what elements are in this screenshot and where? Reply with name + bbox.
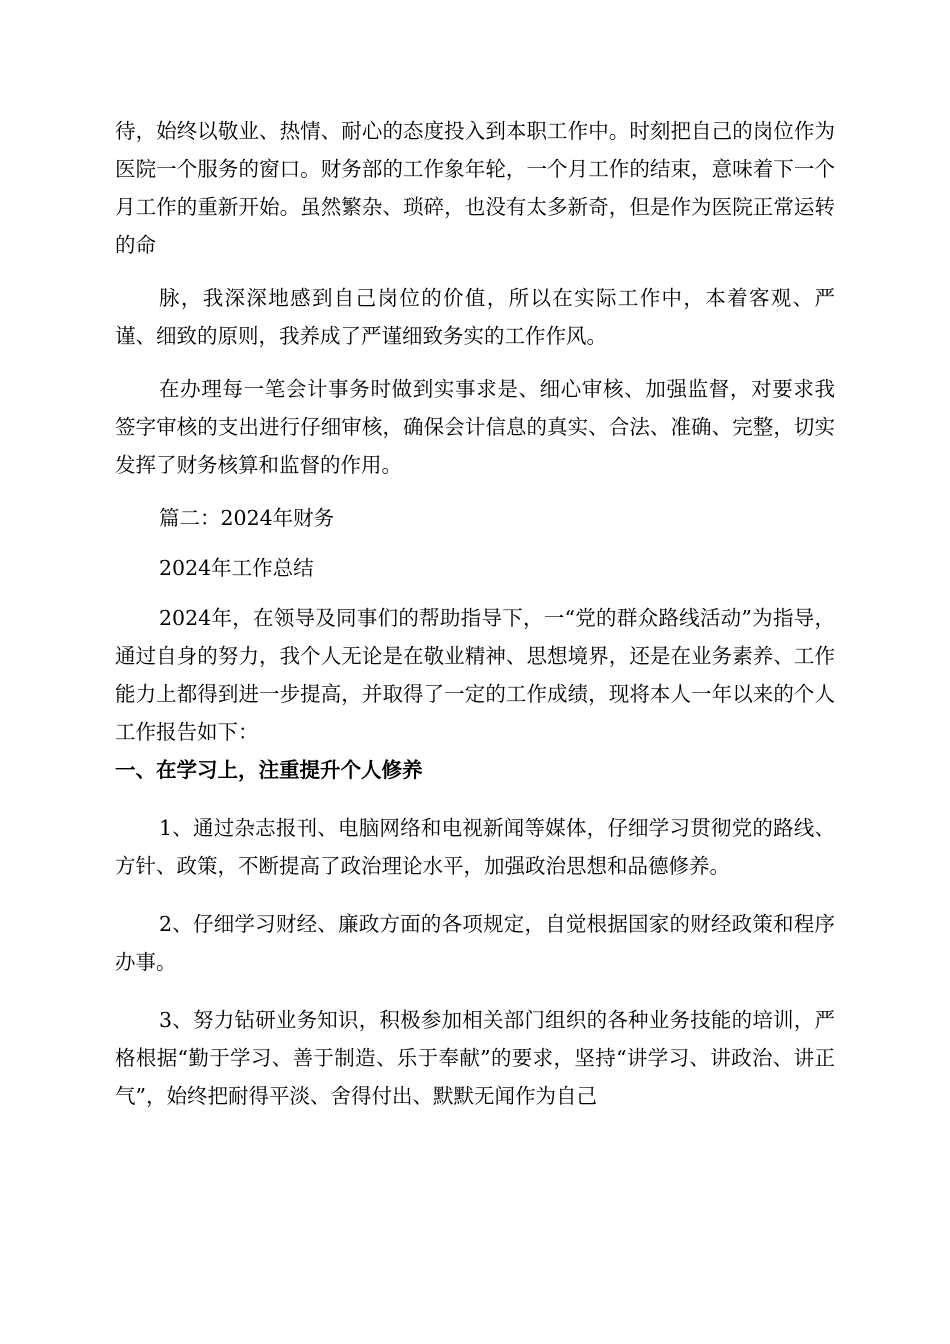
list-item-1: 1、通过杂志报刊、电脑网络和电视新闻等媒体，仔细学习贯彻党的路线、方针、政策，不断提高了政治理论水平，加强政治思想和品德修养。	[115, 816, 835, 878]
document-page	[115, 112, 835, 1115]
paragraph-continuation: 待，始终以敬业、热情、耐心的态度投入到本职工作中。时刻把自己的岗位作为医院一个服务的窗口。财务部的工作象年轮，一个月工作的结束，意味着下一个月工作的重新开始。虽然繁杂、琐碎，也没有太多新奇，但是作为医院正常运转的命	[115, 119, 835, 257]
paragraph-work-style: 脉，我深深地感到自己岗位的价值，所以在实际工作中，本着客观、严谨、细致的原则，我养成了严谨细致务实的工作作风。	[115, 286, 835, 348]
paragraph-intro: 2024年，在领导及同事们的帮助指导下，一“党的群众路线活动”为指导，通过自身的努力，我个人无论是在敬业精神、思想境界，还是在业务素养、工作能力上都得到进一步提高，并取得了一定的工作成绩，现将本人一年以来的个人工作报告如下：	[115, 606, 835, 744]
section-title: 篇二：2024年财务	[159, 506, 335, 530]
document-subtitle: 2024年工作总结	[159, 556, 314, 580]
heading-study: 一、在学习上，注重提升个人修养	[115, 758, 423, 782]
list-item-3: 3、努力钻研业务知识，积极参加相关部门组织的各种业务技能的培训，严格根据“勤于学习、善于制造、乐于奉献”的要求，坚持“讲学习、讲政治、讲正气”，始终把耐得平淡、舍得付出、默默无闻作为自己	[115, 1008, 835, 1108]
paragraph-accounting: 在办理每一笔会计事务时做到实事求是、细心审核、加强监督，对要求我签字审核的支出进行仔细审核，确保会计信息的真实、合法、准确、完整，切实发挥了财务核算和监督的作用。	[115, 377, 835, 477]
list-item-2: 2、仔细学习财经、廉政方面的各项规定，自觉根据国家的财经政策和程序办事。	[115, 912, 835, 974]
